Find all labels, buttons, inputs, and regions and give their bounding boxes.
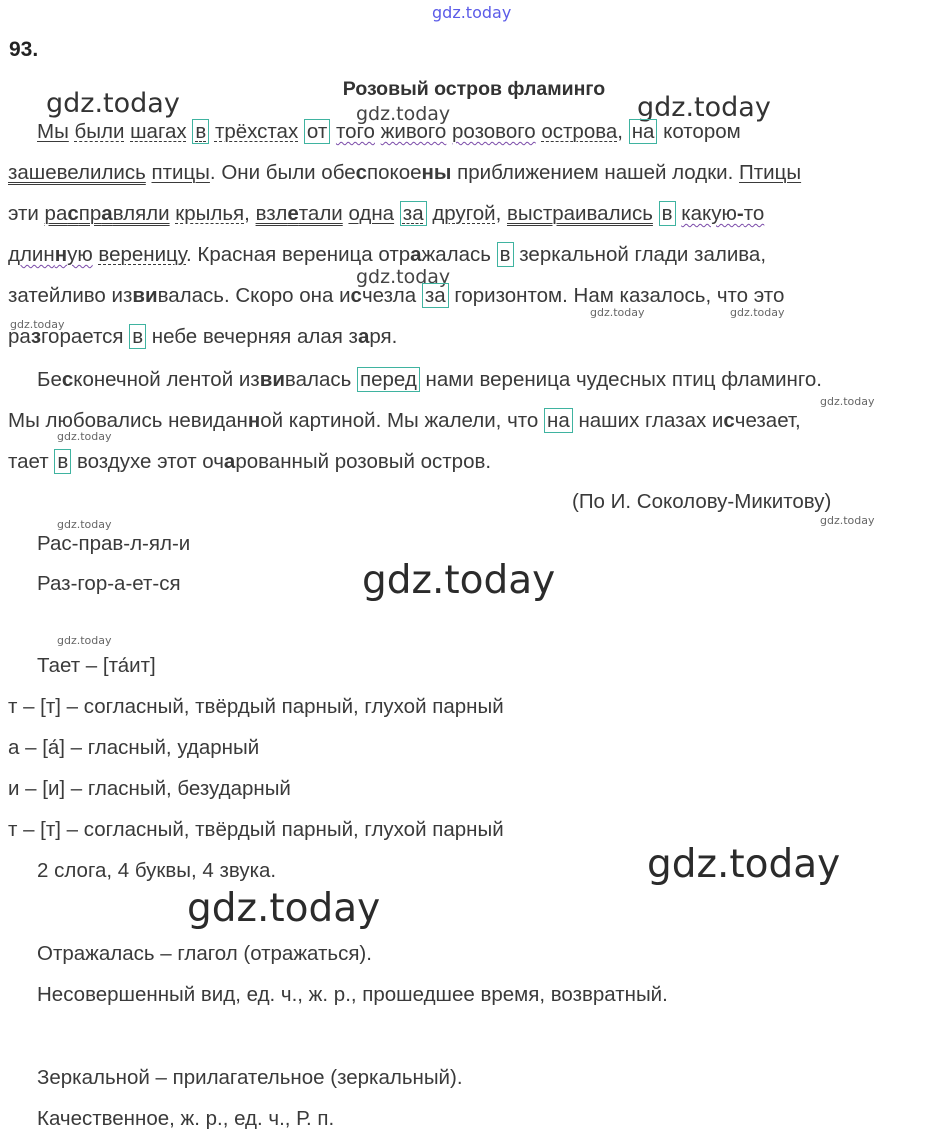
syllables-1: Рас-прав-л-ял-и xyxy=(37,532,191,555)
text-line-1: Мы были шагах в трёхстах от того живого розового острова, на котором xyxy=(37,120,741,143)
exercise-number: 93. xyxy=(9,38,39,61)
watermark: gdz.today xyxy=(647,842,841,887)
text-line-4: длинную вереницу. Красная вереница отражалась в зеркальной глади залива, xyxy=(8,243,767,266)
watermark: gdz.today xyxy=(187,886,381,931)
watermark-top: gdz.today xyxy=(432,3,512,22)
morph-1a: Отражалась – глагол (отражаться). xyxy=(37,942,372,965)
text-title: Розовый остров фламинго xyxy=(342,78,606,100)
watermark: gdz.today xyxy=(57,430,112,443)
syllables-2: Раз-гор-а-ет-ся xyxy=(37,572,181,595)
watermark: gdz.today xyxy=(820,395,875,408)
morph-1b: Несовершенный вид, ед. ч., ж. р., прошедшее время, возвратный. xyxy=(37,983,668,1006)
watermark: gdz.today xyxy=(637,92,771,123)
phonetic-summary: 2 слога, 4 буквы, 4 звука. xyxy=(37,859,277,882)
watermark: gdz.today xyxy=(46,88,180,119)
phonetic-row: а – [а́] – гласный, ударный xyxy=(8,736,260,759)
text-line-3: эти расправляли крылья, взлетали одна за другой, выстраивались в какую-то xyxy=(8,202,765,225)
watermark: gdz.today xyxy=(57,634,112,647)
text-source: (По И. Соколову-Микитову) xyxy=(572,490,832,513)
watermark: gdz.today xyxy=(356,103,451,125)
phonetic-row: т – [т] – согласный, твёрдый парный, глухой парный xyxy=(8,818,504,841)
watermark: gdz.today xyxy=(57,518,112,531)
morph-2a: Зеркальной – прилагательное (зеркальный). xyxy=(37,1066,463,1089)
text-line-5: затейливо извивалась. Скоро она исчезла за горизонтом. Нам казалось, что это xyxy=(8,284,785,307)
watermark: gdz.today xyxy=(356,266,451,288)
watermark: gdz.today xyxy=(590,306,645,319)
text-line-8: Мы любовались невиданной картиной. Мы жалели, что на наших глазах исчезает, xyxy=(8,409,801,432)
phonetic-row: т – [т] – согласный, твёрдый парный, глухой парный xyxy=(8,695,504,718)
phonetic-head: Тает – [та́ит] xyxy=(37,654,156,677)
text-line-2: зашевелились птицы. Они были обеспокоены приближением нашей лодки. Птицы xyxy=(8,161,802,184)
morph-2b: Качественное, ж. р., ед. ч., Р. п. xyxy=(37,1107,335,1130)
watermark: gdz.today xyxy=(10,318,65,331)
watermark: gdz.today xyxy=(362,558,556,603)
text-line-9: тает в воздухе этот очарованный розовый остров. xyxy=(8,450,492,473)
phonetic-row: и – [и] – гласный, безударный xyxy=(8,777,291,800)
watermark: gdz.today xyxy=(730,306,785,319)
text-line-6: разгорается в небе вечерняя алая заря. xyxy=(8,325,398,348)
watermark: gdz.today xyxy=(820,514,875,527)
text-line-7: Бесконечной лентой извивалась перед нами вереница чудесных птиц фламинго. xyxy=(37,368,822,391)
